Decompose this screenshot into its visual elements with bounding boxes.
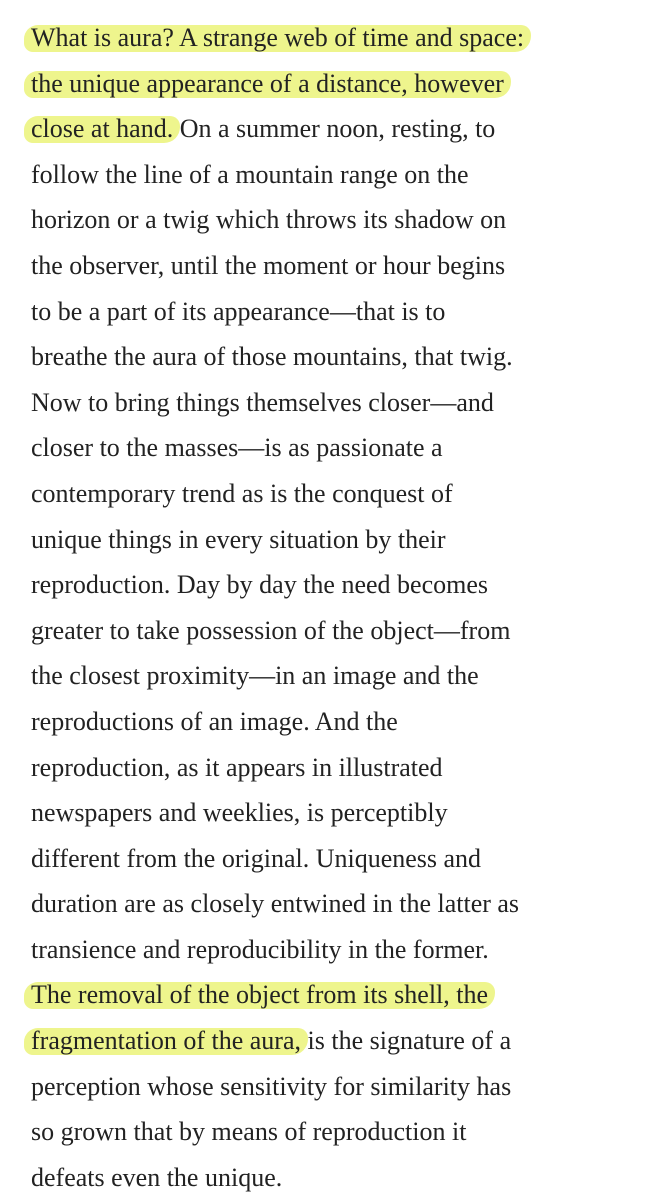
text-line [0, 653, 652, 699]
text-line [0, 517, 652, 563]
text-line [0, 380, 652, 426]
text-line [0, 699, 652, 745]
text-segment: defeats even the unique. [31, 1162, 283, 1192]
text-segment: On a summer noon, resting, to [173, 114, 496, 144]
text-segment: the closest proximity—in an image and the [31, 661, 479, 691]
text-segment: reproduction. Day by day the need becomes [31, 570, 489, 600]
text-segment: perception whose sensitivity for similarity has [31, 1071, 512, 1101]
highlighted-text: close at hand. [28, 114, 176, 143]
text-segment: so grown that by means of reproduction it [31, 1117, 467, 1147]
text-segment: contemporary trend as is the conquest of [31, 478, 453, 508]
text-line [0, 1018, 652, 1064]
text-segment: breathe the aura of those mountains, that twig. [31, 342, 513, 372]
text-line [0, 425, 652, 471]
highlighted-text: the unique appearance of a distance, however [28, 69, 507, 98]
text-line [0, 745, 652, 791]
text-line [0, 471, 652, 517]
text-segment: unique things in every situation by their [31, 524, 446, 554]
text-line [0, 15, 652, 61]
text-line [0, 1109, 652, 1155]
text-segment: horizon or a twig which throws its shadow on [31, 205, 507, 235]
text-body [0, 15, 652, 1200]
highlighted-text: The removal of the object from its shell, the [28, 980, 491, 1009]
text-segment: closer to the masses—is as passionate a [31, 433, 443, 463]
text-segment: different from the original. Uniqueness and [31, 843, 482, 873]
text-segment: reproduction, as it appears in illustrated [31, 752, 443, 782]
text-segment: reproductions of an image. And the [31, 706, 398, 736]
text-line [0, 61, 652, 107]
highlighted-text: fragmentation of the aura, [28, 1026, 304, 1055]
text-line [0, 1064, 652, 1110]
text-segment: follow the line of a mountain range on the [31, 159, 469, 189]
text-segment: the observer, until the moment or hour begins [31, 250, 506, 280]
text-line [0, 334, 652, 380]
text-segment: duration are as closely entwined in the latter as [31, 889, 520, 919]
text-segment: to be a part of its appearance—that is to [31, 296, 446, 326]
text-line [0, 881, 652, 927]
text-line [0, 790, 652, 836]
text-line [0, 243, 652, 289]
text-line [0, 106, 652, 152]
text-segment: transience and reproducibility in the former. [31, 934, 489, 964]
text-segment: is the signature of a [301, 1026, 512, 1056]
text-line [0, 927, 652, 973]
text-line [0, 1155, 652, 1200]
text-line [0, 152, 652, 198]
text-line [0, 972, 652, 1018]
text-line [0, 289, 652, 335]
text-line [0, 836, 652, 882]
text-segment: newspapers and weeklies, is perceptibly [31, 798, 448, 828]
text-segment: greater to take possession of the object—from [31, 615, 511, 645]
text-segment: Now to bring things themselves closer—and [31, 387, 494, 417]
text-line [0, 197, 652, 243]
text-line [0, 562, 652, 608]
text-line [0, 608, 652, 654]
highlighted-text: What is aura? A strange web of time and space: [28, 23, 527, 52]
